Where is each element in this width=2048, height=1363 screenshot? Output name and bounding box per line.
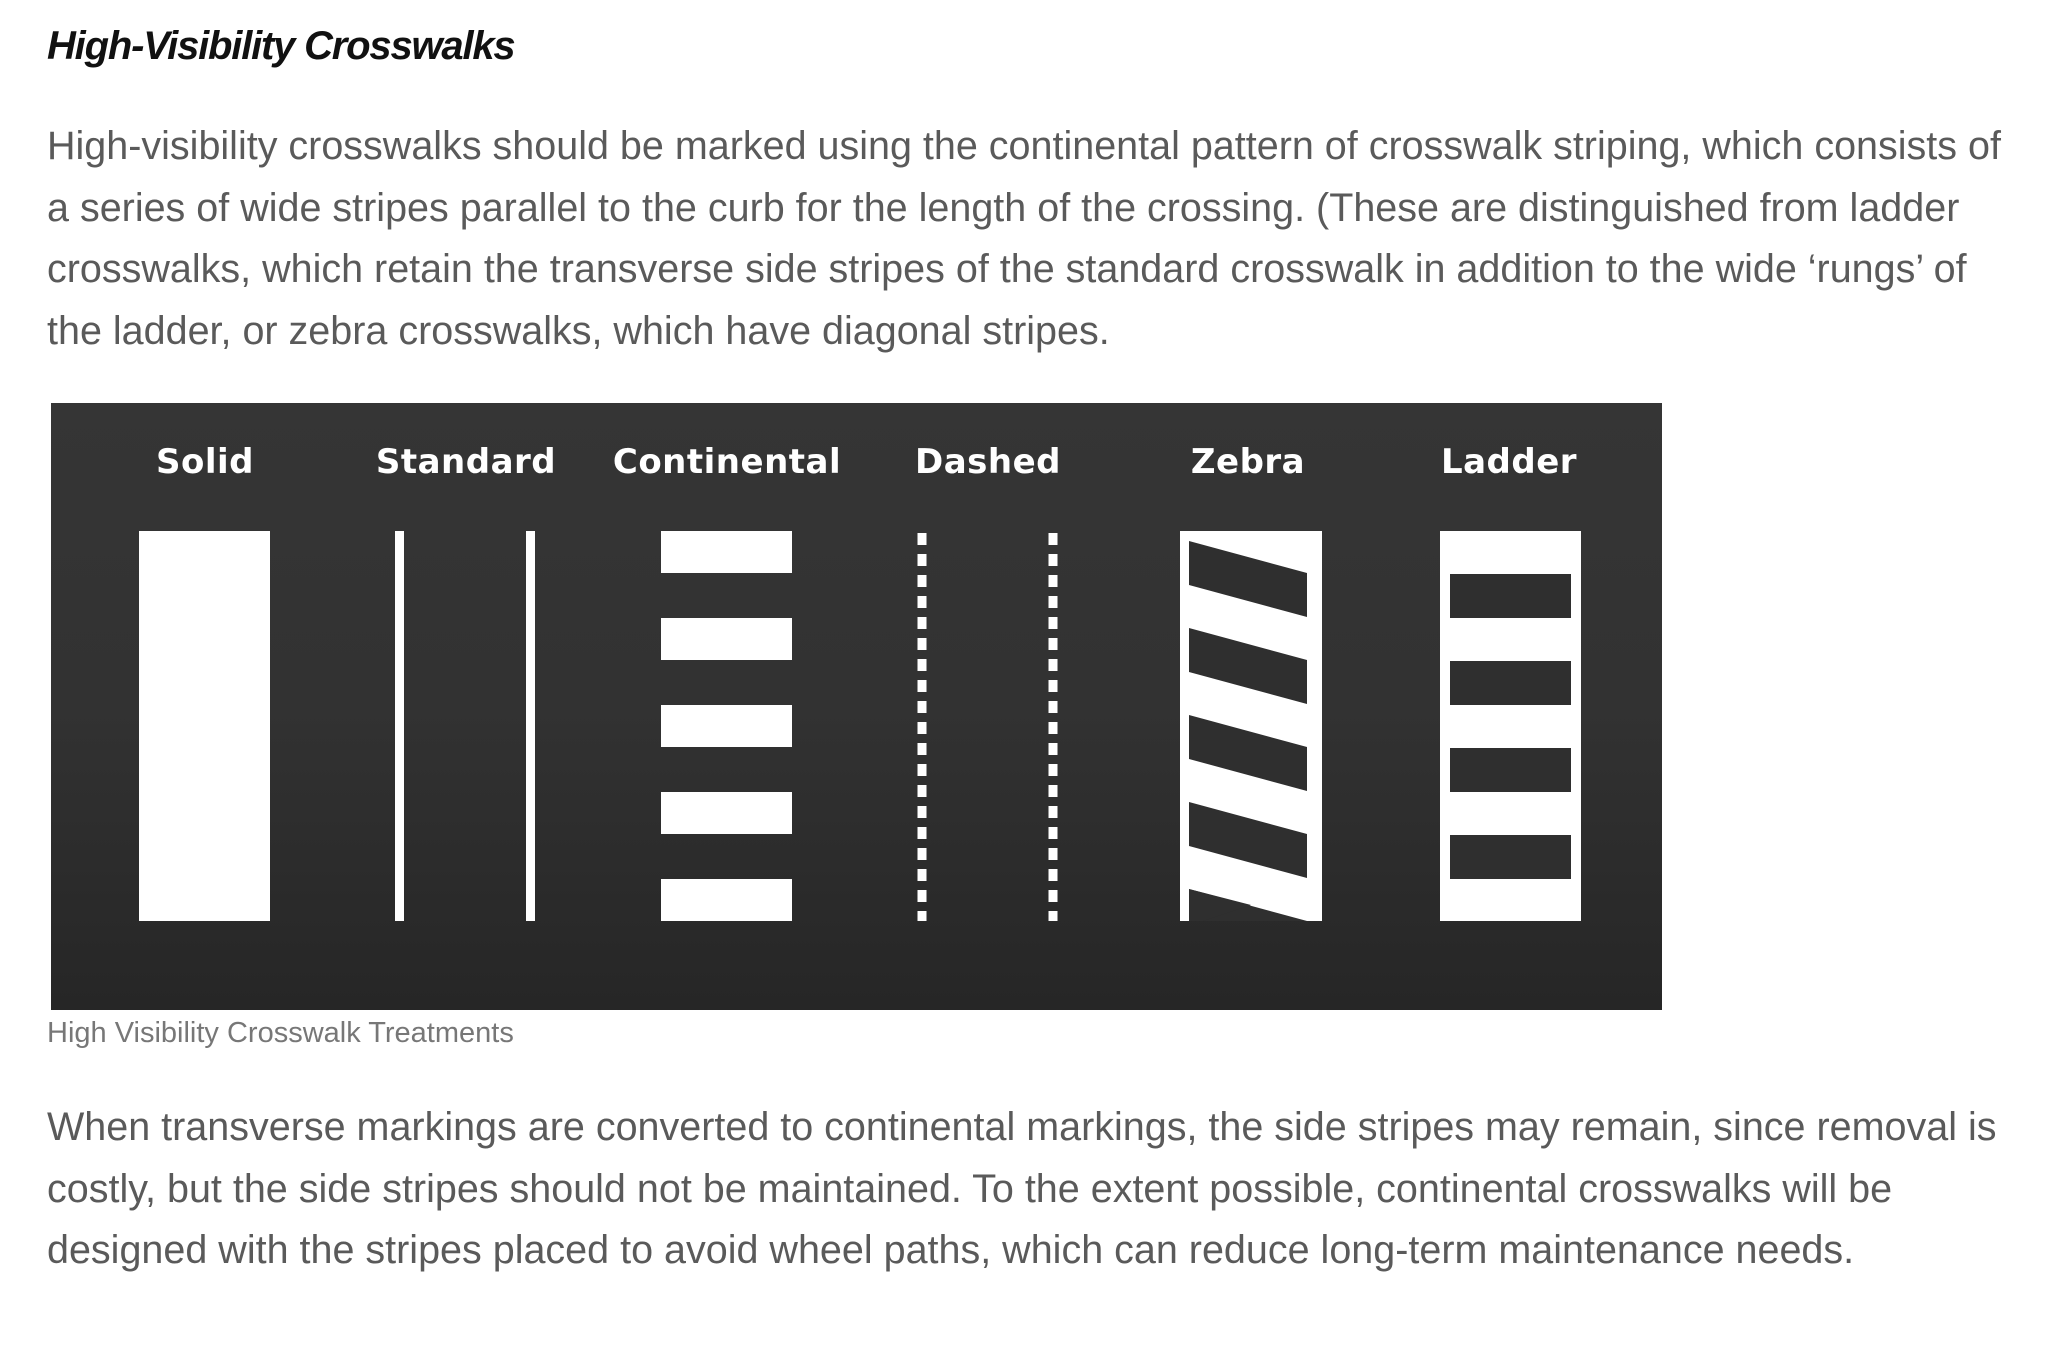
ladder-crosswalk-icon	[1440, 531, 1581, 921]
label-continental: Continental	[612, 442, 842, 482]
solid-crosswalk-icon	[139, 531, 270, 921]
crosswalk-diagram	[51, 403, 1662, 1010]
paragraph-maintenance: When transverse markings are converted to continental markings, the side stripes may remain, since removal is costly, but the side stripes should not be maintained. To the extent possible, continental crosswalks will be designed with the stripes placed to avoid wheel paths, which can reduce long-term maintenance needs.	[47, 1105, 1997, 1272]
figure-background	[51, 403, 1662, 1010]
article-heading: High-Visibility Crosswalks	[47, 24, 515, 68]
figure-caption: High Visibility Crosswalk Treatments	[47, 1017, 514, 1049]
crosswalk-figure	[51, 403, 1662, 1010]
label-solid: Solid	[156, 442, 254, 482]
label-standard: Standard	[375, 442, 557, 482]
label-ladder: Ladder	[1440, 442, 1578, 482]
paragraph-intro: High-visibility crosswalks should be marked using the continental pattern of crosswalk striping, which consists of a series of wide stripes parallel to the curb for the length of the crossing. (These are distinguished from ladder crosswalks, which retain the transverse side stripes of the standard crosswalk in addition to the wide ‘rungs’ of the ladder, or zebra crosswalks, which have diagonal stripes.	[47, 124, 2001, 353]
label-dashed: Dashed	[914, 442, 1062, 482]
label-zebra: Zebra	[1190, 442, 1306, 482]
